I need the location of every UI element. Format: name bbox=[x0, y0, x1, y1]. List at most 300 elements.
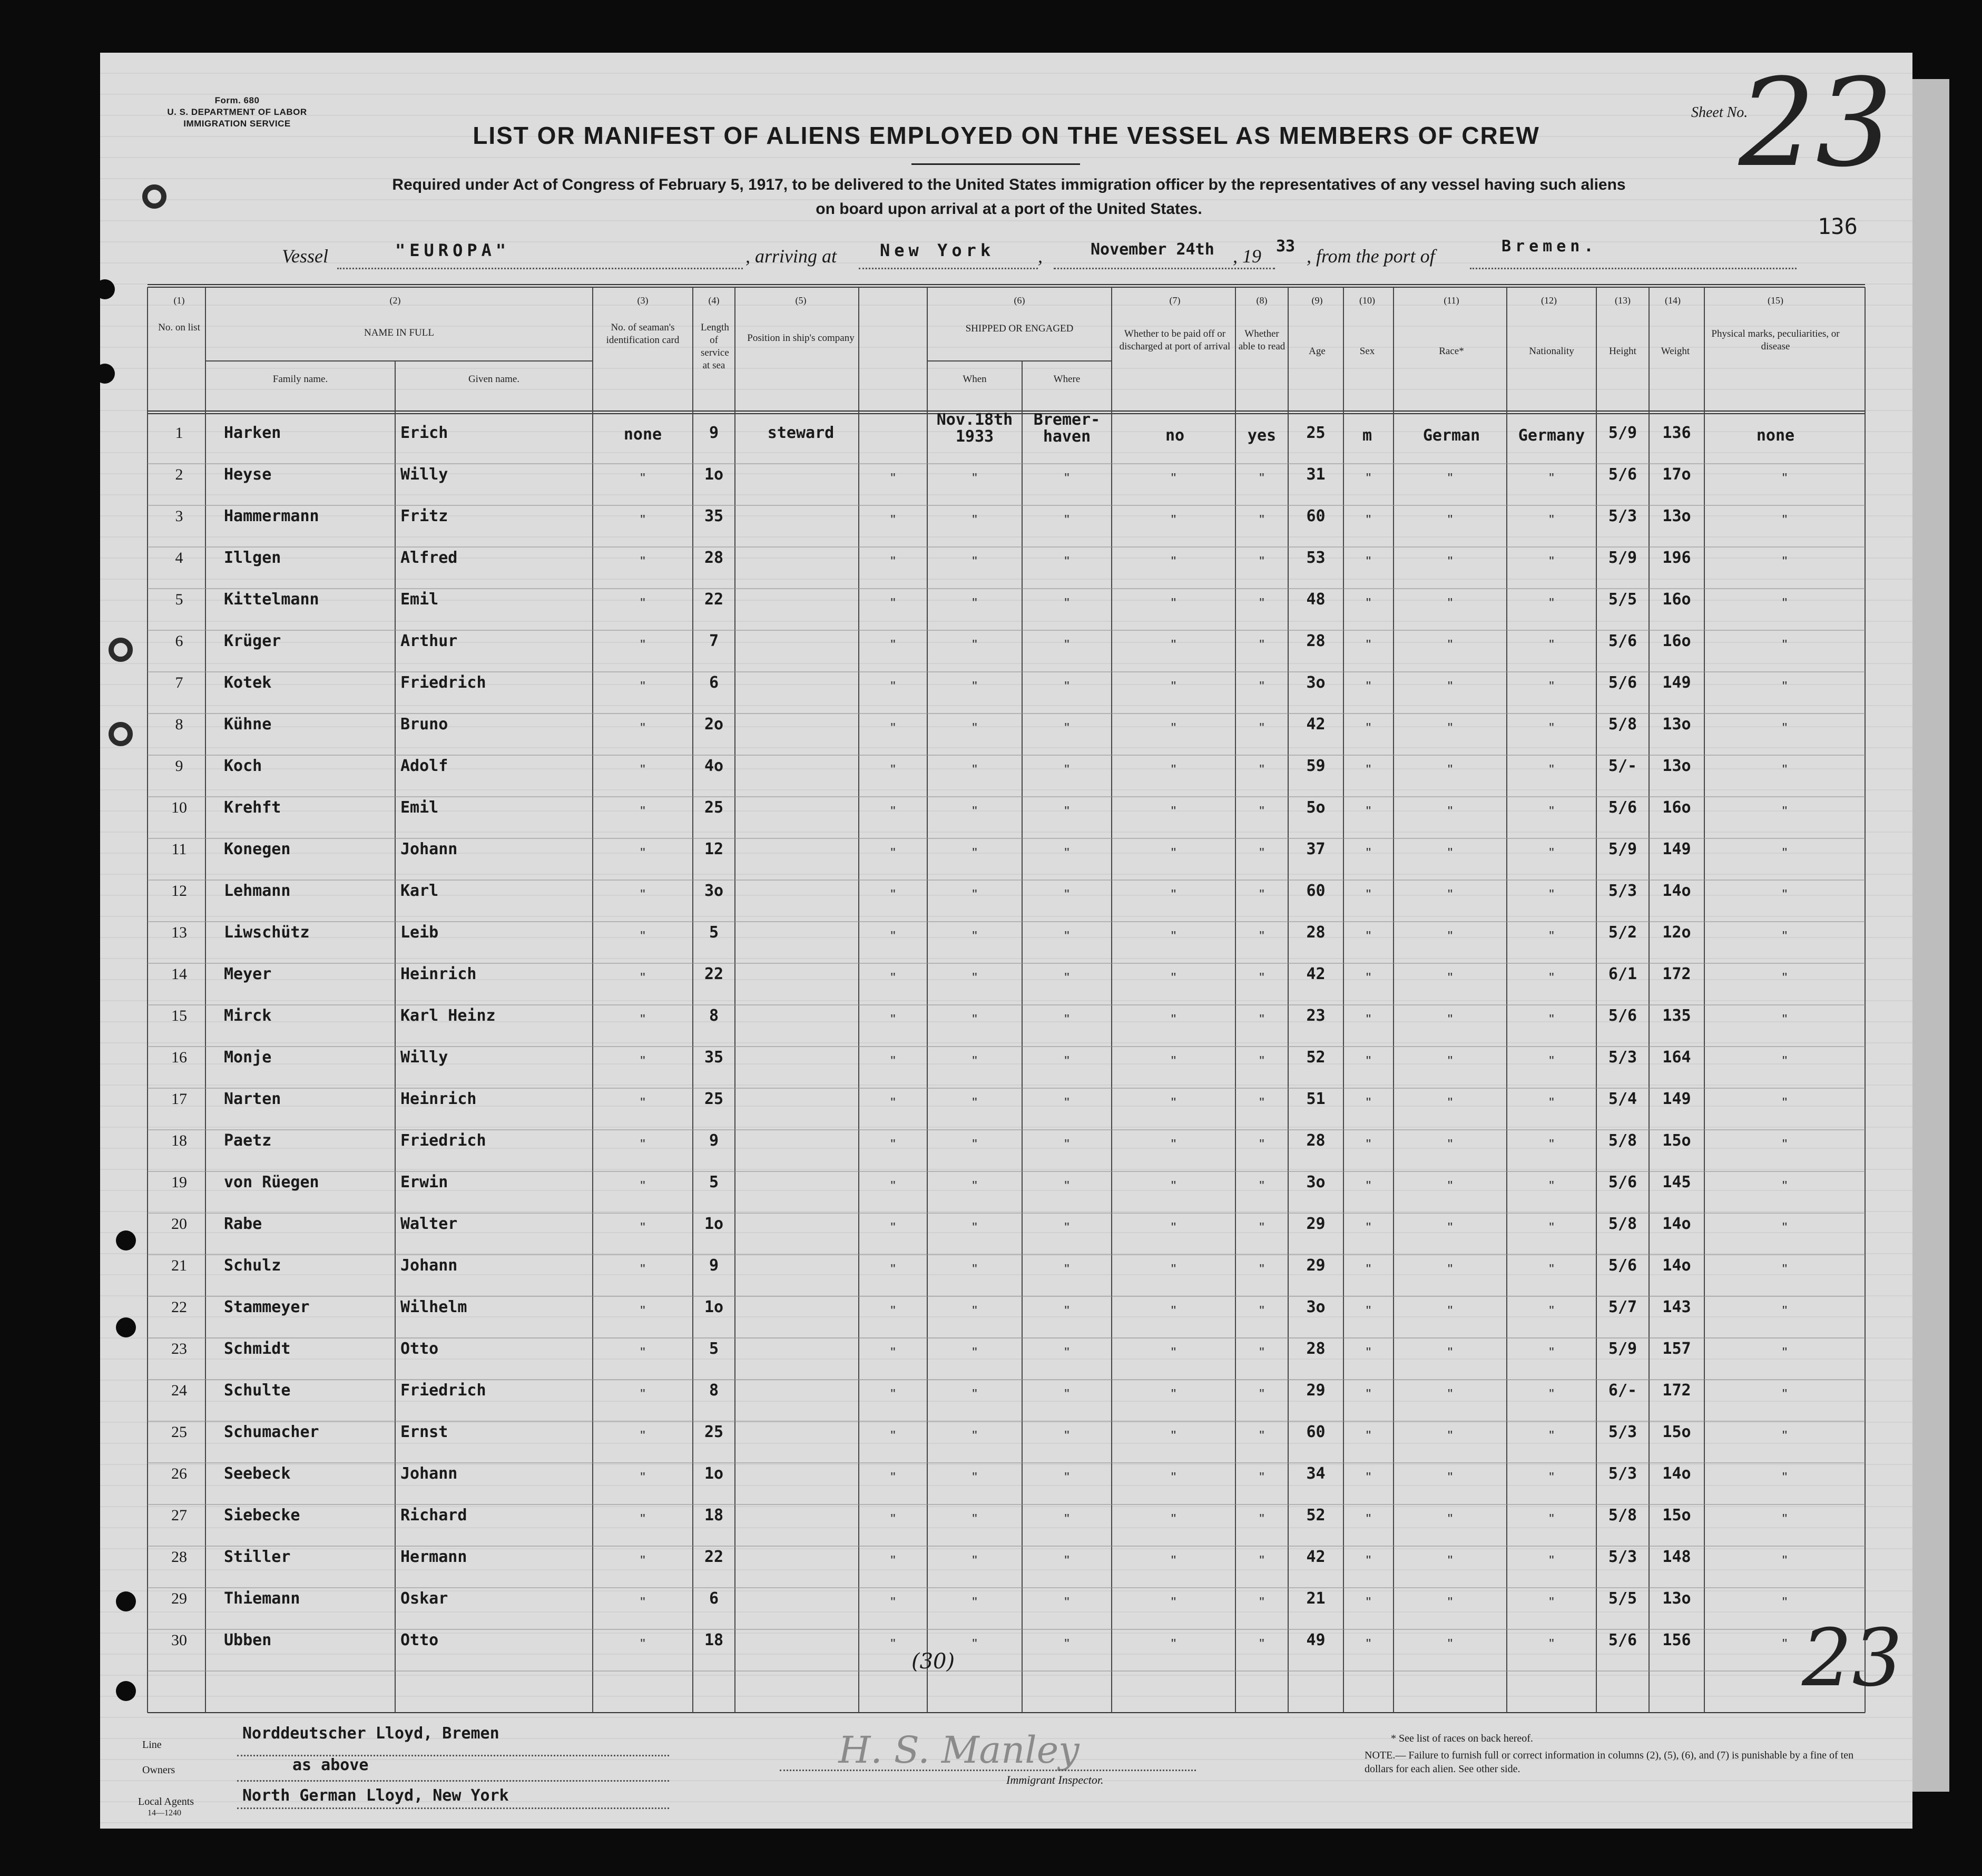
row-5-service: 22 bbox=[704, 590, 724, 609]
row-27-position-ditto: " bbox=[890, 1511, 896, 1527]
row-25-sex-ditto: " bbox=[1366, 1428, 1371, 1443]
row-7-where-ditto: " bbox=[1064, 678, 1070, 694]
row-5-sex-ditto: " bbox=[1366, 595, 1371, 611]
row-20-nat-ditto: " bbox=[1549, 1219, 1554, 1235]
row-25-read-ditto: " bbox=[1259, 1428, 1264, 1443]
row-9-phys-ditto: " bbox=[1782, 761, 1788, 777]
row-12-n: 12 bbox=[171, 882, 187, 900]
row-5-read-ditto: " bbox=[1259, 595, 1264, 611]
row-19-race-ditto: " bbox=[1447, 1178, 1453, 1194]
row-8-family: Kühne bbox=[224, 715, 272, 734]
row-20-family: Rabe bbox=[224, 1215, 262, 1233]
row-20-when-ditto: " bbox=[972, 1219, 977, 1235]
row-22-given: Wilhelm bbox=[400, 1298, 467, 1316]
row-16-when-ditto: " bbox=[972, 1053, 977, 1069]
row-30-paid-ditto: " bbox=[1171, 1636, 1176, 1652]
row-22-race-ditto: " bbox=[1447, 1303, 1453, 1318]
row-18-race-ditto: " bbox=[1447, 1136, 1453, 1152]
manifest-sheet bbox=[100, 53, 1912, 1829]
row-17-sex-ditto: " bbox=[1366, 1095, 1371, 1110]
row-20-height: 5/8 bbox=[1608, 1215, 1637, 1233]
row-12-nat-ditto: " bbox=[1549, 886, 1554, 902]
binder-hole bbox=[109, 722, 133, 746]
port-comma: , bbox=[1038, 246, 1043, 267]
col-num-4: (4) bbox=[708, 295, 720, 306]
row-19-card-ditto: " bbox=[640, 1178, 645, 1194]
row-14-phys-ditto: " bbox=[1782, 970, 1788, 985]
row-25-where-ditto: " bbox=[1064, 1428, 1070, 1443]
row-8-position-ditto: " bbox=[890, 720, 896, 736]
row-13-weight: 12o bbox=[1662, 923, 1691, 942]
row-12-age: 60 bbox=[1306, 882, 1326, 900]
row-4-nat-ditto: " bbox=[1549, 553, 1554, 569]
row-7-service: 6 bbox=[709, 673, 719, 692]
binder-hole bbox=[116, 1317, 136, 1337]
row-9-where-ditto: " bbox=[1064, 761, 1070, 777]
row-22-weight: 143 bbox=[1662, 1298, 1691, 1316]
row-8-where-ditto: " bbox=[1064, 720, 1070, 736]
row-16-where-ditto: " bbox=[1064, 1053, 1070, 1069]
header-race: Race* bbox=[1439, 346, 1464, 357]
row-18-card-ditto: " bbox=[640, 1136, 645, 1152]
row-10-given: Emil bbox=[400, 798, 439, 817]
row-11-n: 11 bbox=[171, 841, 187, 858]
row-15-race-ditto: " bbox=[1447, 1011, 1453, 1027]
row-24-n: 24 bbox=[171, 1382, 187, 1399]
row-9-family: Koch bbox=[224, 757, 262, 775]
binder-hole bbox=[116, 1681, 136, 1701]
row-1-position: steward bbox=[767, 424, 835, 442]
row-17-service: 25 bbox=[704, 1090, 724, 1108]
row-26-family: Seebeck bbox=[224, 1464, 291, 1483]
row-30-weight: 156 bbox=[1662, 1631, 1691, 1649]
row-2-when-ditto: " bbox=[972, 470, 977, 486]
row-30-phys-ditto: " bbox=[1782, 1636, 1788, 1652]
row-15-service: 8 bbox=[709, 1007, 719, 1025]
row-7-n: 7 bbox=[175, 674, 183, 691]
row-4-service: 28 bbox=[704, 549, 724, 567]
row-10-age: 5o bbox=[1306, 798, 1326, 817]
row-19-where-ditto: " bbox=[1064, 1178, 1070, 1194]
row-14-paid-ditto: " bbox=[1171, 970, 1176, 985]
col-num-2: (2) bbox=[389, 295, 401, 306]
row-28-age: 42 bbox=[1306, 1548, 1326, 1566]
header-given-name: Given name. bbox=[468, 374, 520, 385]
row-21-position-ditto: " bbox=[890, 1261, 896, 1277]
row-13-nat-ditto: " bbox=[1549, 928, 1554, 944]
row-7-family: Kotek bbox=[224, 673, 272, 692]
row-4-weight: 196 bbox=[1662, 549, 1691, 567]
row-30-position-ditto: " bbox=[890, 1636, 896, 1652]
row-17-when-ditto: " bbox=[972, 1095, 977, 1110]
row-12-paid-ditto: " bbox=[1171, 886, 1176, 902]
row-21-weight: 14o bbox=[1662, 1256, 1691, 1275]
row-8-height: 5/8 bbox=[1608, 715, 1637, 734]
row-14-card-ditto: " bbox=[640, 970, 645, 985]
row-13-given: Leib bbox=[400, 923, 439, 942]
row-26-when-ditto: " bbox=[972, 1469, 977, 1485]
row-27-sex-ditto: " bbox=[1366, 1511, 1371, 1527]
row-29-given: Oskar bbox=[400, 1589, 448, 1608]
row-6-position-ditto: " bbox=[890, 637, 896, 652]
row-10-n: 10 bbox=[171, 799, 187, 816]
row-5-nat-ditto: " bbox=[1549, 595, 1554, 611]
row-15-age: 23 bbox=[1306, 1007, 1326, 1025]
row-17-card-ditto: " bbox=[640, 1095, 645, 1110]
row-16-read-ditto: " bbox=[1259, 1053, 1264, 1069]
row-18-age: 28 bbox=[1306, 1131, 1326, 1150]
margin-sheet-number: 23 bbox=[1802, 1613, 1902, 1704]
row-28-nat-ditto: " bbox=[1549, 1552, 1554, 1568]
row-2-service: 1o bbox=[704, 465, 724, 484]
row-26-card-ditto: " bbox=[640, 1469, 645, 1485]
row-28-height: 5/3 bbox=[1608, 1548, 1637, 1566]
row-17-age: 51 bbox=[1306, 1090, 1326, 1108]
row-29-paid-ditto: " bbox=[1171, 1594, 1176, 1610]
row-16-height: 5/3 bbox=[1608, 1048, 1637, 1067]
row-10-service: 25 bbox=[704, 798, 724, 817]
row-5-height: 5/5 bbox=[1608, 590, 1637, 609]
row-24-family: Schulte bbox=[224, 1381, 291, 1400]
row-25-position-ditto: " bbox=[890, 1428, 896, 1443]
row-18-weight: 15o bbox=[1662, 1131, 1691, 1150]
binder-hole bbox=[95, 364, 115, 384]
row-12-given: Karl bbox=[400, 882, 439, 900]
row-28-read-ditto: " bbox=[1259, 1552, 1264, 1568]
row-28-weight: 148 bbox=[1662, 1548, 1691, 1566]
row-7-height: 5/6 bbox=[1608, 673, 1637, 692]
departure-port: Bremen. bbox=[1502, 237, 1598, 256]
col-num-5: (5) bbox=[795, 295, 807, 306]
row-12-service: 3o bbox=[704, 882, 724, 900]
row-25-given: Ernst bbox=[400, 1423, 448, 1441]
row-6-card-ditto: " bbox=[640, 637, 645, 652]
row-3-card-ditto: " bbox=[640, 512, 645, 527]
agents-code: 14—1240 bbox=[148, 1809, 181, 1818]
col-num-8: (8) bbox=[1256, 295, 1268, 306]
header-family-name: Family name. bbox=[272, 374, 328, 385]
row-3-service: 35 bbox=[704, 507, 724, 525]
row-18-nat-ditto: " bbox=[1549, 1136, 1554, 1152]
row-8-sex-ditto: " bbox=[1366, 720, 1371, 736]
binder-hole bbox=[95, 279, 115, 299]
row-27-paid-ditto: " bbox=[1171, 1511, 1176, 1527]
row-27-read-ditto: " bbox=[1259, 1511, 1264, 1527]
row-20-service: 1o bbox=[704, 1215, 724, 1233]
row-2-race-ditto: " bbox=[1447, 470, 1453, 486]
row-29-sex-ditto: " bbox=[1366, 1594, 1371, 1610]
row-3-paid-ditto: " bbox=[1171, 512, 1176, 527]
row-10-phys-ditto: " bbox=[1782, 803, 1788, 819]
row-26-nat-ditto: " bbox=[1549, 1469, 1554, 1485]
row-15-paid-ditto: " bbox=[1171, 1011, 1176, 1027]
col-num-9: (9) bbox=[1311, 295, 1323, 306]
row-3-nat-ditto: " bbox=[1549, 512, 1554, 527]
row-18-given: Friedrich bbox=[400, 1131, 486, 1150]
row-12-where-ditto: " bbox=[1064, 886, 1070, 902]
row-14-height: 6/1 bbox=[1608, 965, 1637, 983]
row-21-age: 29 bbox=[1306, 1256, 1326, 1275]
row-12-sex-ditto: " bbox=[1366, 886, 1371, 902]
col-num-15: (15) bbox=[1768, 295, 1783, 306]
row-19-read-ditto: " bbox=[1259, 1178, 1264, 1194]
row-3-sex-ditto: " bbox=[1366, 512, 1371, 527]
row-6-height: 5/6 bbox=[1608, 632, 1637, 650]
row-2-paid-ditto: " bbox=[1171, 470, 1176, 486]
row-6-given: Arthur bbox=[400, 632, 458, 650]
row-25-when-ditto: " bbox=[972, 1428, 977, 1443]
row-8-given: Bruno bbox=[400, 715, 448, 734]
row-27-phys-ditto: " bbox=[1782, 1511, 1788, 1527]
row-10-when-ditto: " bbox=[972, 803, 977, 819]
row-30-nat-ditto: " bbox=[1549, 1636, 1554, 1652]
row-25-height: 5/3 bbox=[1608, 1423, 1637, 1441]
row-21-where-ditto: " bbox=[1064, 1261, 1070, 1277]
year-suffix: 33 bbox=[1276, 237, 1296, 256]
row-5-family: Kittelmann bbox=[224, 590, 319, 609]
row-4-read-ditto: " bbox=[1259, 553, 1264, 569]
row-2-n: 2 bbox=[175, 466, 183, 483]
row-21-nat-ditto: " bbox=[1549, 1261, 1554, 1277]
arrival-port: New York bbox=[880, 240, 995, 260]
required-line-1: Required under Act of Congress of February 5, 1917, to be delivered to the United States immigration officer by the representatives of any vessel having such aliens bbox=[392, 176, 1626, 193]
row-16-position-ditto: " bbox=[890, 1053, 896, 1069]
row-21-n: 21 bbox=[171, 1257, 187, 1274]
row-17-race-ditto: " bbox=[1447, 1095, 1453, 1110]
row-11-sex-ditto: " bbox=[1366, 845, 1371, 861]
row-9-read-ditto: " bbox=[1259, 761, 1264, 777]
row-30-service: 18 bbox=[704, 1631, 724, 1649]
agents-underline bbox=[237, 1807, 669, 1809]
row-20-sex-ditto: " bbox=[1366, 1219, 1371, 1235]
row-21-height: 5/6 bbox=[1608, 1256, 1637, 1275]
row-29-weight: 13o bbox=[1662, 1589, 1691, 1608]
row-15-weight: 135 bbox=[1662, 1007, 1691, 1025]
row-28-where-ditto: " bbox=[1064, 1552, 1070, 1568]
races-note: * See list of races on back hereof. bbox=[1391, 1733, 1533, 1744]
row-2-card-ditto: " bbox=[640, 470, 645, 486]
row-6-when-ditto: " bbox=[972, 637, 977, 652]
row-27-race-ditto: " bbox=[1447, 1511, 1453, 1527]
row-20-given: Walter bbox=[400, 1215, 458, 1233]
row-26-position-ditto: " bbox=[890, 1469, 896, 1485]
row-27-given: Richard bbox=[400, 1506, 467, 1525]
header-no-on-list: No. on list bbox=[158, 322, 200, 333]
row-7-age: 3o bbox=[1306, 673, 1326, 692]
row-7-nat-ditto: " bbox=[1549, 678, 1554, 694]
row-29-phys-ditto: " bbox=[1782, 1594, 1788, 1610]
row-14-when-ditto: " bbox=[972, 970, 977, 985]
row-16-family: Monje bbox=[224, 1048, 272, 1067]
row-10-read-ditto: " bbox=[1259, 803, 1264, 819]
row-1-physical: none bbox=[1756, 426, 1795, 445]
row-7-when-ditto: " bbox=[972, 678, 977, 694]
row-17-position-ditto: " bbox=[890, 1095, 896, 1110]
row-21-read-ditto: " bbox=[1259, 1261, 1264, 1277]
row-30-sex-ditto: " bbox=[1366, 1636, 1371, 1652]
row-14-race-ditto: " bbox=[1447, 970, 1453, 985]
row-4-height: 5/9 bbox=[1608, 549, 1637, 567]
col-num-14: (14) bbox=[1665, 295, 1681, 306]
row-19-height: 5/6 bbox=[1608, 1173, 1637, 1191]
col-num-7: (7) bbox=[1169, 295, 1181, 306]
row-1-given: Erich bbox=[400, 424, 448, 442]
row-8-phys-ditto: " bbox=[1782, 720, 1788, 736]
row-11-nat-ditto: " bbox=[1549, 845, 1554, 861]
col-num-13: (13) bbox=[1615, 295, 1631, 306]
vessel-label: Vessel bbox=[282, 246, 328, 267]
row-23-given: Otto bbox=[400, 1340, 439, 1358]
row-26-where-ditto: " bbox=[1064, 1469, 1070, 1485]
row-16-paid-ditto: " bbox=[1171, 1053, 1176, 1069]
header-height: Height bbox=[1609, 346, 1636, 357]
required-notice bbox=[258, 173, 1760, 221]
row-5-paid-ditto: " bbox=[1171, 595, 1176, 611]
row-15-n: 15 bbox=[171, 1007, 187, 1024]
row-22-when-ditto: " bbox=[972, 1303, 977, 1318]
row-8-card-ditto: " bbox=[640, 720, 645, 736]
row-9-card-ditto: " bbox=[640, 761, 645, 777]
row-25-card-ditto: " bbox=[640, 1428, 645, 1443]
row-26-paid-ditto: " bbox=[1171, 1469, 1176, 1485]
row-12-position-ditto: " bbox=[890, 886, 896, 902]
row-11-age: 37 bbox=[1306, 840, 1326, 858]
row-4-sex-ditto: " bbox=[1366, 553, 1371, 569]
header-weight: Weight bbox=[1661, 346, 1690, 357]
col-num-11: (11) bbox=[1444, 295, 1459, 306]
row-26-n: 26 bbox=[171, 1465, 187, 1482]
row-13-n: 13 bbox=[171, 924, 187, 941]
row-8-n: 8 bbox=[175, 716, 183, 733]
row-2-weight: 17o bbox=[1662, 465, 1691, 484]
row-1-height: 5/9 bbox=[1608, 424, 1637, 442]
row-26-sex-ditto: " bbox=[1366, 1469, 1371, 1485]
row-24-phys-ditto: " bbox=[1782, 1386, 1788, 1402]
row-3-when-ditto: " bbox=[972, 512, 977, 527]
row-8-service: 2o bbox=[704, 715, 724, 734]
row-28-service: 22 bbox=[704, 1548, 724, 1566]
row-21-card-ditto: " bbox=[640, 1261, 645, 1277]
row-25-family: Schumacher bbox=[224, 1423, 319, 1441]
row-17-height: 5/4 bbox=[1608, 1090, 1637, 1108]
row-19-n: 19 bbox=[171, 1174, 187, 1191]
row-21-sex-ditto: " bbox=[1366, 1261, 1371, 1277]
row-4-age: 53 bbox=[1306, 549, 1326, 567]
row-5-when-ditto: " bbox=[972, 595, 977, 611]
row-30-family: Ubben bbox=[224, 1631, 272, 1649]
vessel-name: "EUROPA" bbox=[395, 240, 511, 260]
row-16-age: 52 bbox=[1306, 1048, 1326, 1067]
row-14-weight: 172 bbox=[1662, 965, 1691, 983]
row-23-family: Schmidt bbox=[224, 1340, 291, 1358]
row-6-race-ditto: " bbox=[1447, 637, 1453, 652]
service: IMMIGRATION SERVICE bbox=[183, 119, 291, 129]
row-15-height: 5/6 bbox=[1608, 1007, 1637, 1025]
row-25-paid-ditto: " bbox=[1171, 1428, 1176, 1443]
row-22-service: 1o bbox=[704, 1298, 724, 1316]
row-28-paid-ditto: " bbox=[1171, 1552, 1176, 1568]
row-7-position-ditto: " bbox=[890, 678, 896, 694]
row-19-given: Erwin bbox=[400, 1173, 448, 1191]
form-number: Form. 680 bbox=[214, 95, 260, 105]
row-6-read-ditto: " bbox=[1259, 637, 1264, 652]
row-2-phys-ditto: " bbox=[1782, 470, 1788, 486]
row-13-age: 28 bbox=[1306, 923, 1326, 942]
row-19-weight: 145 bbox=[1662, 1173, 1691, 1191]
row-26-race-ditto: " bbox=[1447, 1469, 1453, 1485]
row-26-weight: 14o bbox=[1662, 1464, 1691, 1483]
row-28-n: 28 bbox=[171, 1548, 187, 1566]
row-12-weight: 14o bbox=[1662, 882, 1691, 900]
row-14-family: Meyer bbox=[224, 965, 272, 983]
row-9-nat-ditto: " bbox=[1549, 761, 1554, 777]
row-23-read-ditto: " bbox=[1259, 1344, 1264, 1360]
row-13-race-ditto: " bbox=[1447, 928, 1453, 944]
row-5-race-ditto: " bbox=[1447, 595, 1453, 611]
row-22-height: 5/7 bbox=[1608, 1298, 1637, 1316]
row-26-given: Johann bbox=[400, 1464, 458, 1483]
row-28-family: Stiller bbox=[224, 1548, 291, 1566]
row-23-race-ditto: " bbox=[1447, 1344, 1453, 1360]
row-27-family: Siebecke bbox=[224, 1506, 300, 1525]
row-8-when-ditto: " bbox=[972, 720, 977, 736]
row-22-nat-ditto: " bbox=[1549, 1303, 1554, 1318]
row-14-age: 42 bbox=[1306, 965, 1326, 983]
binder-hole bbox=[116, 1230, 136, 1250]
row-26-service: 1o bbox=[704, 1464, 724, 1483]
row-20-n: 20 bbox=[171, 1215, 187, 1233]
row-3-race-ditto: " bbox=[1447, 512, 1453, 527]
vessel-underline bbox=[337, 268, 743, 269]
row-7-phys-ditto: " bbox=[1782, 678, 1788, 694]
row-14-sex-ditto: " bbox=[1366, 970, 1371, 985]
row-1-sex: m bbox=[1362, 426, 1372, 445]
row-28-phys-ditto: " bbox=[1782, 1552, 1788, 1568]
row-25-n: 25 bbox=[171, 1423, 187, 1441]
row-25-race-ditto: " bbox=[1447, 1428, 1453, 1443]
row-5-position-ditto: " bbox=[890, 595, 896, 611]
row-9-race-ditto: " bbox=[1447, 761, 1453, 777]
row-8-paid-ditto: " bbox=[1171, 720, 1176, 736]
row-20-read-ditto: " bbox=[1259, 1219, 1264, 1235]
row-29-height: 5/5 bbox=[1608, 1589, 1637, 1608]
row-23-paid-ditto: " bbox=[1171, 1344, 1176, 1360]
row-15-read-ditto: " bbox=[1259, 1011, 1264, 1027]
row-10-race-ditto: " bbox=[1447, 803, 1453, 819]
row-17-family: Narten bbox=[224, 1090, 281, 1108]
row-11-weight: 149 bbox=[1662, 840, 1691, 858]
row-7-race-ditto: " bbox=[1447, 678, 1453, 694]
row-6-phys-ditto: " bbox=[1782, 637, 1788, 652]
row-23-weight: 157 bbox=[1662, 1340, 1691, 1358]
row-11-service: 12 bbox=[704, 840, 724, 858]
col-num-3: (3) bbox=[637, 295, 649, 306]
row-22-n: 22 bbox=[171, 1298, 187, 1316]
row-9-weight: 13o bbox=[1662, 757, 1691, 775]
port-underline bbox=[859, 268, 1038, 269]
row-18-family: Paetz bbox=[224, 1131, 272, 1150]
row-10-where-ditto: " bbox=[1064, 803, 1070, 819]
row-1-nationality: Germany bbox=[1518, 426, 1585, 445]
row-7-read-ditto: " bbox=[1259, 678, 1264, 694]
row-16-nat-ditto: " bbox=[1549, 1053, 1554, 1069]
line-label: Line bbox=[142, 1739, 162, 1751]
page-stamp: 136 bbox=[1818, 213, 1858, 239]
row-3-where-ditto: " bbox=[1064, 512, 1070, 527]
row-3-height: 5/3 bbox=[1608, 507, 1637, 525]
row-16-service: 35 bbox=[704, 1048, 724, 1067]
row-2-position-ditto: " bbox=[890, 470, 896, 486]
